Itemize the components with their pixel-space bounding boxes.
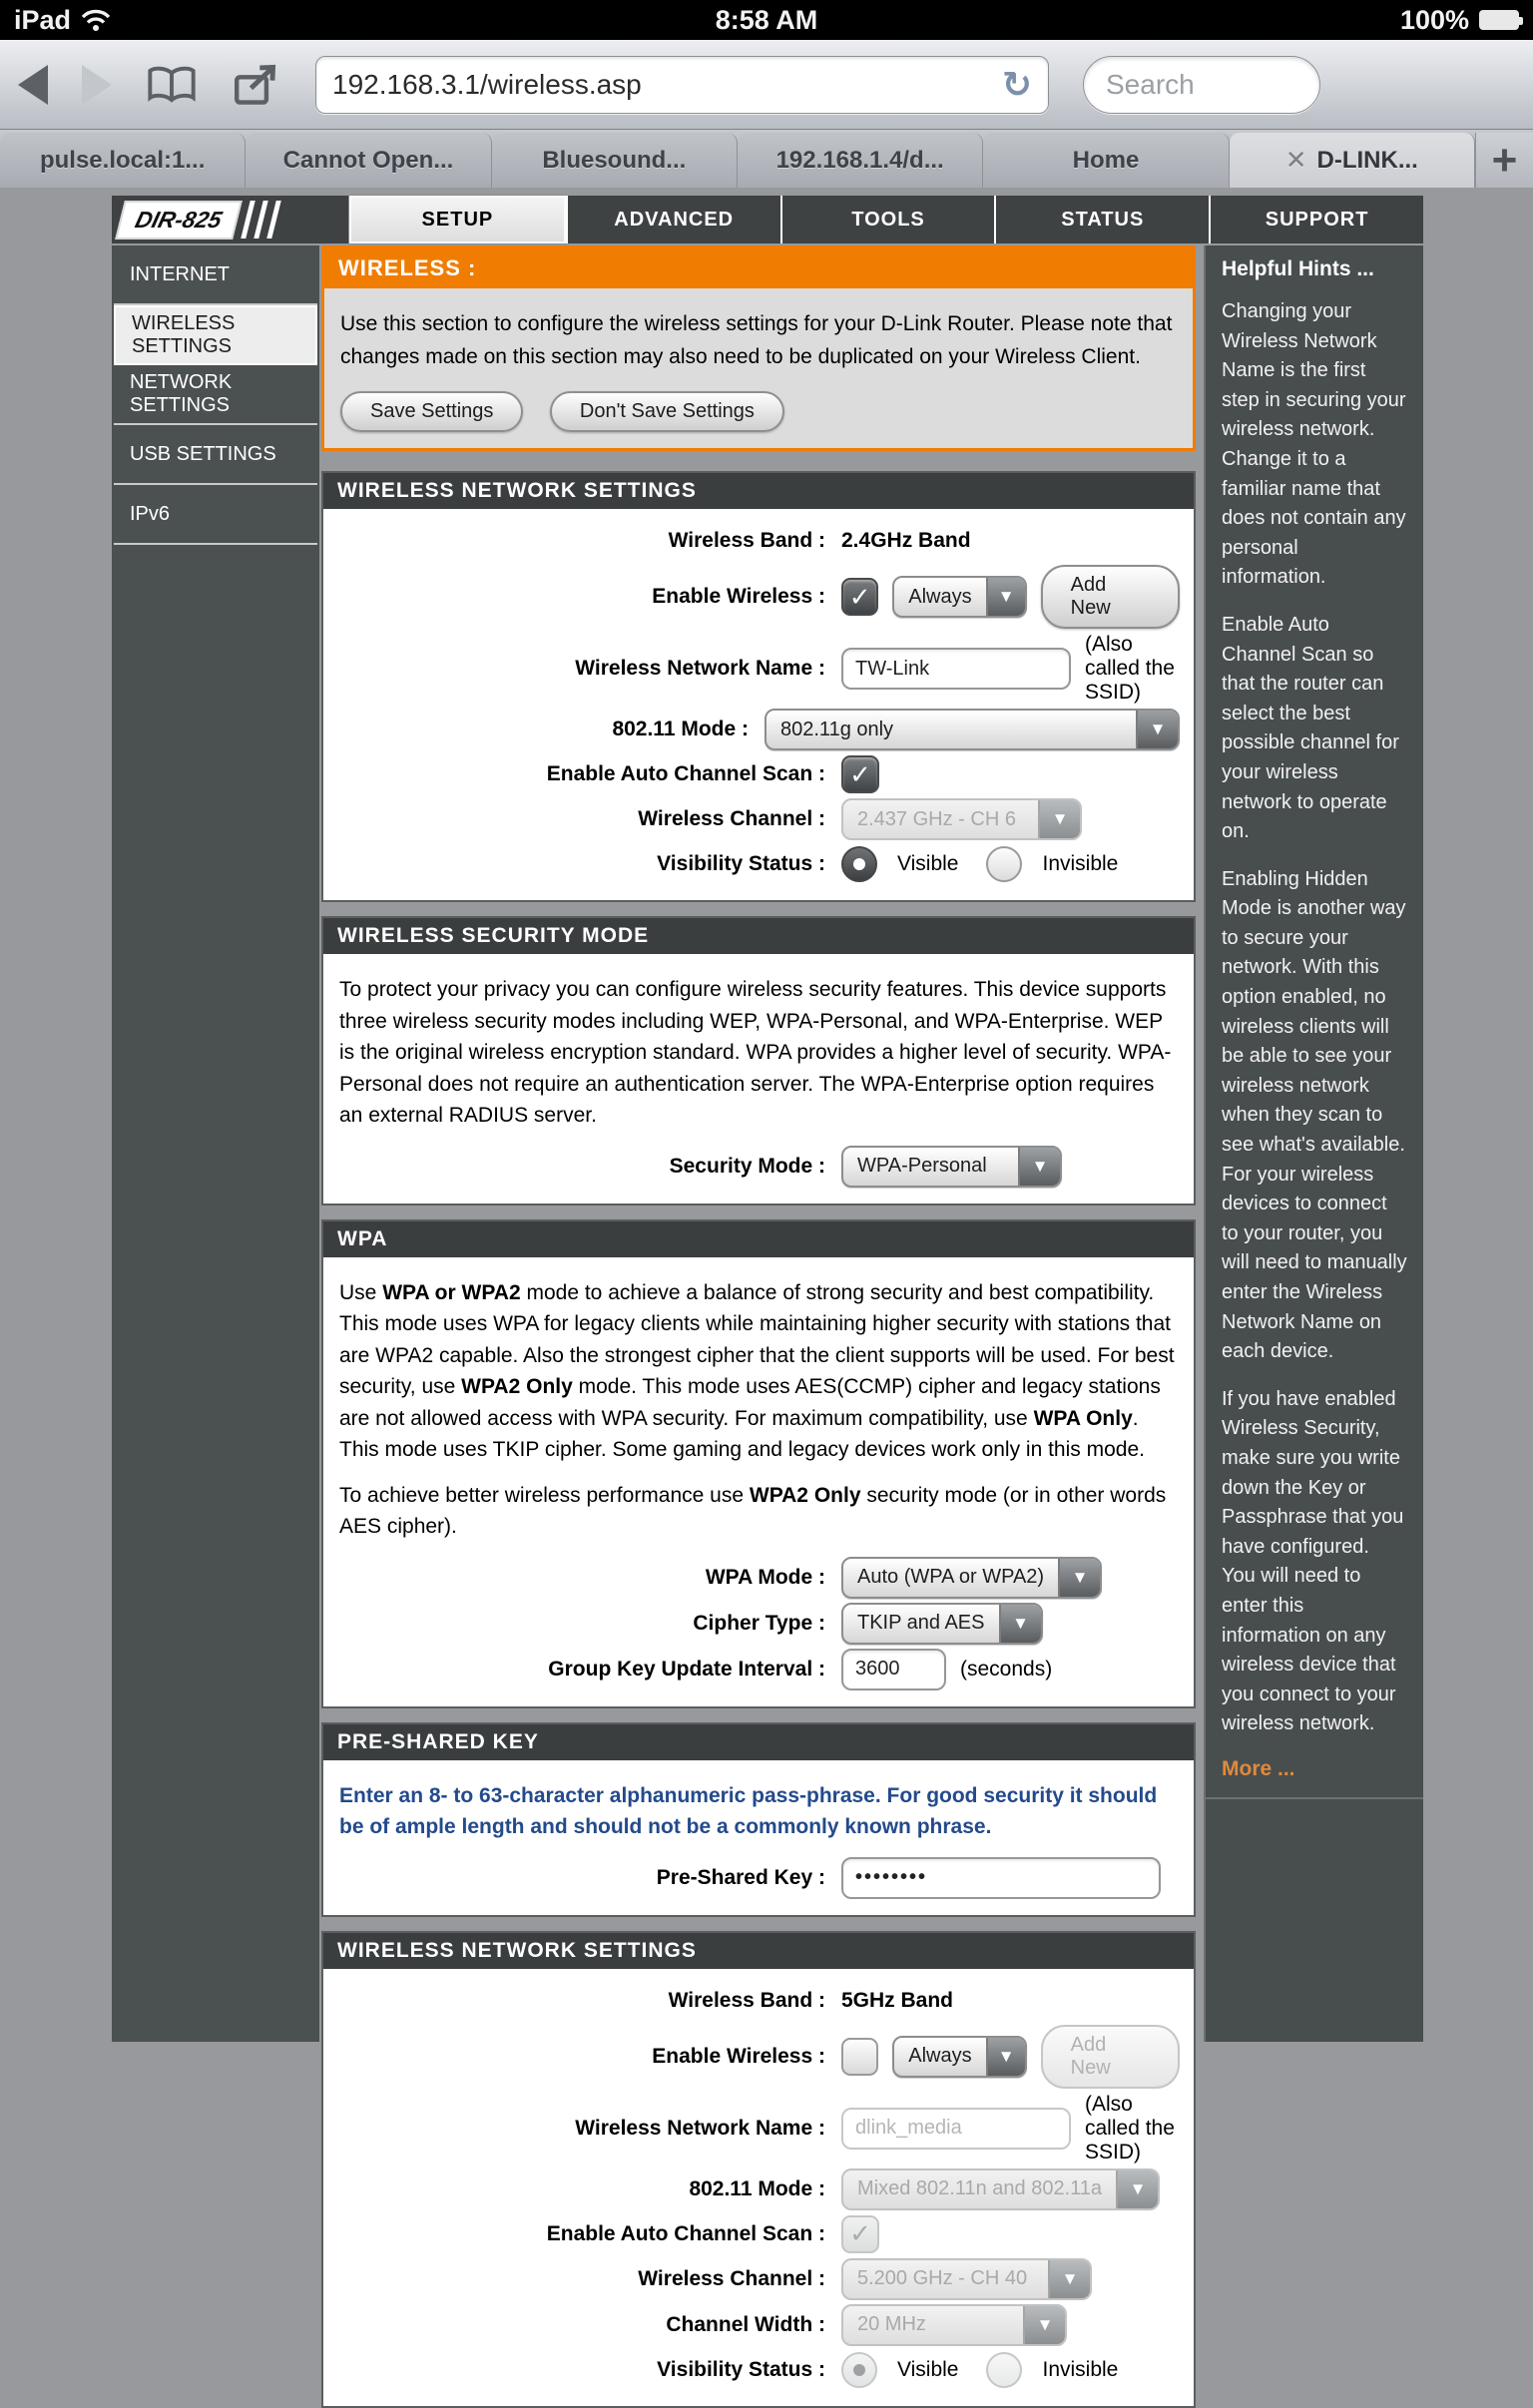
wireless-network-settings-24-section [321,471,1196,902]
save-settings-button[interactable]: Save Settings [340,391,523,432]
wireless-network-settings-5-section [321,1931,1196,2408]
wireless-network-name-label: Wireless Network Name : [575,657,825,681]
dropdown-arrow-icon: ▼ [1023,2306,1065,2344]
logo-slash [254,201,267,239]
auto-channel-scan-label: Enable Auto Channel Scan : [546,762,825,786]
channel-width-label: Channel Width : [666,2312,825,2336]
schedule-select[interactable]: Always ▼ [892,576,1026,618]
tab-pulse[interactable]: pulse.local:1... [0,133,246,188]
add-new-schedule-button-5: Add New [1041,2025,1180,2089]
hint-paragraph: If you have enabled Wireless Security, make sure you write down the Key or Passphrase that you have configured. You will need to enter this information on any wireless device that you connect to your wireless network. [1222,1387,1404,1735]
group-key-interval-label: Group Key Update Interval : [548,1657,825,1681]
tab-bluesound[interactable]: Bluesound... [492,133,738,188]
tab-home[interactable]: Home [983,133,1229,188]
invisible-radio-24[interactable] [986,846,1022,882]
wireless-channel-select-5: 5.200 GHz - CH 40 ▼ [841,2258,1092,2300]
search-placeholder: Search [1106,68,1195,100]
clock: 8:58 AM [715,4,818,35]
invisible-radio-5 [986,2352,1022,2388]
dropdown-arrow-icon: ▼ [1116,2170,1158,2208]
visibility-status-label: Visibility Status : [657,2357,825,2381]
url-bar[interactable] [315,56,1049,114]
dropdown-arrow-icon: ▼ [1136,711,1178,748]
wpa-mode-select[interactable]: Auto (WPA or WPA2) ▼ [841,1557,1102,1599]
auto-channel-scan-checkbox-5: ✓ [841,2215,879,2253]
battery-icon [1479,10,1519,30]
80211-mode-select-5: Mixed 802.11n and 802.11a ▼ [841,2168,1160,2210]
browser-toolbar [0,40,1533,130]
sidebar-item-wireless-settings[interactable]: WIRELESS SETTINGS [114,305,317,365]
nav-tab-tools[interactable]: TOOLS [780,196,995,243]
section-title: WIRELESS NETWORK SETTINGS [323,473,1194,509]
new-tab-button[interactable]: + [1475,133,1533,188]
schedule-select-5[interactable]: Always ▼ [892,2036,1026,2078]
invisible-label: Invisible [1042,852,1119,876]
ssid-note: (Also called the SSID) [1085,633,1175,705]
router-top-nav [112,196,1423,243]
enable-wireless-checkbox[interactable]: ✓ [841,578,878,616]
ssid-input-5 [841,2108,1071,2150]
device-label: iPad [14,4,72,35]
security-mode-select[interactable]: WPA-Personal ▼ [841,1146,1062,1188]
add-new-schedule-button[interactable]: Add New [1041,565,1180,629]
nav-tab-support[interactable]: SUPPORT [1209,196,1423,243]
enable-wireless-label: Enable Wireless : [652,2044,825,2068]
pre-shared-key-input[interactable] [841,1857,1161,1899]
dropdown-arrow-icon: ▼ [1048,2260,1090,2298]
dropdown-arrow-icon: ▼ [986,2038,1025,2076]
dropdown-arrow-icon: ▼ [986,578,1025,616]
dropdown-arrow-icon: ▼ [1058,1559,1100,1597]
psk-note: Enter an 8- to 63-character alphanumeric pass-phrase. For good security it should be of ample length and should not be a commonly known phrase. [339,1783,1158,1839]
visible-radio-5 [841,2352,877,2388]
sidebar [112,245,319,2042]
nav-tab-setup[interactable]: SETUP [349,196,566,243]
cipher-type-label: Cipher Type : [693,1611,825,1635]
search-input[interactable] [1083,56,1320,114]
wireless-band-value: 2.4GHz Band [841,529,971,553]
wireless-channel-label: Wireless Channel : [638,807,825,831]
dont-save-settings-button[interactable]: Don't Save Settings [550,391,784,432]
section-title: WIRELESS SECURITY MODE [323,918,1194,954]
router-model-label: DIR-825 [132,206,226,233]
status-bar [0,0,1533,40]
tab-dlink-active[interactable]: ✕ D-LINK... [1230,133,1475,188]
wireless-intro-text: Use this section to configure the wireless settings for your D-Link Router. Please note that changes made on this section may also need to be duplicated on your Wireless Client. [340,312,1173,368]
auto-channel-scan-label: Enable Auto Channel Scan : [546,2221,825,2245]
visible-label: Visible [897,852,959,876]
80211-mode-select-24[interactable]: 802.11g only ▼ [765,709,1180,750]
back-button[interactable] [18,65,48,105]
tab-192-168-1-4[interactable]: 192.168.1.4/d... [738,133,983,188]
tab-bar [0,130,1533,188]
enable-wireless-label: Enable Wireless : [652,585,825,609]
bookmarks-icon[interactable] [146,65,198,105]
hint-paragraph: Enabling Hidden Mode is another way to secure your network. With this option enabled, no wireless clients will be able to see your wireless network when they scan to see what's available. For your wireless devices to connect to your router, you will need to manually enter the Wireless Network Name on each device. [1222,867,1407,1363]
security-mode-label: Security Mode : [669,1154,825,1178]
dropdown-arrow-icon: ▼ [1038,800,1080,838]
router-logo [112,196,349,243]
security-mode-text: To protect your privacy you can configure wireless security features. This device supports three wireless security modes including WEP, WPA-Personal, and WPA-Enterprise. WEP is the original wireless encryption standard. WPA provides a higher level of security. WPA-Personal does not require an authentication server. The WPA-Enterprise option requires an external RADIUS server. [339,978,1172,1128]
wpa-text-2: To achieve better wireless performance use WPA2 Only security mode (or in other words AES cipher). [339,1483,1167,1539]
wpa-text-1: Use WPA or WPA2 mode to achieve a balance of strong security and best compatibility. This mode uses WPA for legacy clients while maintaining higher security with stations that are WPA2 capable. Also the strongest cipher that the client supports will be used. For best security, use WPA2 Only mode. This mode uses AES(CCMP) cipher and legacy stations are not allowed access with WPA security. For maximum compatibility, use WPA Only. This mode uses TKIP cipher. Some gaming and legacy devices work only in this mode. [339,1280,1175,1462]
section-title: PRE-SHARED KEY [323,1724,1194,1760]
wireless-band-label: Wireless Band : [668,529,825,553]
sidebar-item-network-settings[interactable]: NETWORK SETTINGS [114,365,317,425]
sidebar-item-ipv6[interactable]: IPv6 [114,485,317,545]
share-icon[interactable] [232,63,281,107]
wireless-section-title: WIRELESS : [324,248,1193,288]
wireless-security-mode-section [321,916,1196,1205]
wireless-intro-box [321,245,1196,451]
wireless-channel-select-24[interactable]: 2.437 GHz - CH 6 ▼ [841,798,1082,840]
helpful-hints-panel [1204,245,1423,2042]
logo-slash [266,201,280,239]
wireless-band-value: 5GHz Band [841,1988,954,2012]
section-title: WIRELESS NETWORK SETTINGS [323,1933,1194,1969]
group-key-interval-input[interactable] [841,1649,946,1690]
invisible-label: Invisible [1042,2357,1119,2381]
seconds-note: (seconds) [960,1657,1053,1681]
ssid-input-24[interactable] [841,648,1071,690]
pre-shared-key-section [321,1722,1196,1917]
wireless-channel-label: Wireless Channel : [638,2266,825,2290]
web-page [0,188,1533,2381]
ssid-note: (Also called the SSID) [1085,2092,1175,2164]
dropdown-arrow-icon: ▼ [999,1605,1041,1643]
section-title: WPA [323,1221,1194,1257]
enable-wireless-checkbox-5[interactable] [841,2038,878,2076]
hint-paragraph: Enable Auto Channel Scan so that the router can select the best possible channel for your wireless network to operate on. [1222,613,1399,843]
wpa-mode-label: WPA Mode : [705,1565,825,1589]
tab-cannot-open[interactable]: Cannot Open... [246,133,491,188]
visible-label: Visible [897,2357,959,2381]
more-link[interactable]: More ... [1222,1756,1295,1780]
close-tab-icon[interactable]: ✕ [1284,145,1307,175]
auto-channel-scan-checkbox-24[interactable]: ✓ [841,755,879,793]
pre-shared-key-label: Pre-Shared Key : [656,1865,825,1889]
nav-tab-status[interactable]: STATUS [994,196,1209,243]
visibility-status-label: Visibility Status : [657,852,825,876]
url-text: 192.168.3.1/wireless.asp [332,68,642,100]
hint-paragraph: Changing your Wireless Network Name is the first step in securing your wireless network. Change it to a familiar name that does not contain any personal information. [1222,300,1406,589]
cipher-type-select[interactable]: TKIP and AES ▼ [841,1603,1043,1645]
wireless-network-name-label: Wireless Network Name : [575,2116,825,2140]
80211-mode-label: 802.11 Mode : [689,2176,825,2200]
wireless-band-label: Wireless Band : [668,1988,825,2012]
reload-icon[interactable]: ↻ [1001,63,1032,105]
channel-width-select-5: 20 MHz ▼ [841,2304,1067,2346]
battery-percent: 100% [1399,4,1469,35]
forward-button[interactable] [82,65,112,105]
wpa-section [321,1219,1196,1708]
helpful-hints-title: Helpful Hints ... [1222,257,1374,280]
80211-mode-label: 802.11 Mode : [612,718,749,741]
sidebar-item-usb-settings[interactable]: USB SETTINGS [114,425,317,485]
sidebar-item-internet[interactable]: INTERNET [114,245,317,305]
nav-tab-advanced[interactable]: ADVANCED [566,196,780,243]
logo-slash [241,201,255,239]
visible-radio-24[interactable] [841,846,877,882]
dropdown-arrow-icon: ▼ [1018,1148,1060,1186]
